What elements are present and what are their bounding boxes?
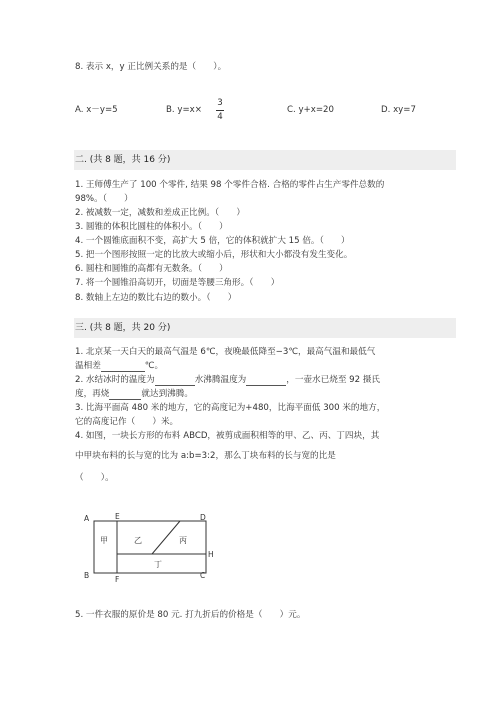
fraction-bar xyxy=(216,110,224,111)
point-h-label: H xyxy=(208,550,214,559)
answer-blank[interactable] xyxy=(109,389,141,400)
s3-q2-line1 xyxy=(75,374,380,386)
region-yi-label: 乙 xyxy=(134,536,142,545)
s2-item-6: 6. 圆柱和圆锥的高都有无数条。（ ） xyxy=(75,264,228,274)
s3-q1-line1: 1. 北京某一天白天的最高气温是 6℃，夜晚最低降至−3℃，最高气温和最低气 xyxy=(75,347,376,357)
s2-item-1-cont: 98%。（ ） xyxy=(75,194,133,204)
s3-q2-text-c: ，一壶水已烧至 92 摄氏 xyxy=(286,375,381,385)
s2-item-5: 5. 把一个图形按照一定的比放大或缩小后，形状和大小都没有发生变化。 xyxy=(75,250,353,260)
s3-q2-line2 xyxy=(75,388,193,400)
region-bing-label: 丙 xyxy=(179,536,187,545)
point-d-label: D xyxy=(200,513,206,522)
q8-option-c[interactable]: C. y+x=20 xyxy=(287,105,334,115)
answer-blank[interactable] xyxy=(101,361,145,372)
point-a-label: A xyxy=(84,514,90,523)
q8-option-a[interactable]: A. x－y=5 xyxy=(75,105,118,115)
s2-item-8: 8. 数轴上左边的数比右边的数小。（ ） xyxy=(75,293,237,303)
point-e-label: E xyxy=(115,512,120,521)
s2-item-7: 7. 将一个圆锥沿高切开，切面是等腰三角形。（ ） xyxy=(75,278,280,288)
s3-q4-line3: （ ）。 xyxy=(75,473,114,483)
q8-stem: 8. 表示 x，y 正比例关系的是（ ）。 xyxy=(75,62,227,72)
s2-item-1: 1. 王师傅生产了 100 个零件, 结果 98 个零件合格. 合格的零件占生产零件总数的 xyxy=(75,180,385,190)
s3-q3-line2: 它的高度记作（ ）米。 xyxy=(75,417,179,427)
point-c-label: C xyxy=(200,571,206,580)
s3-q2-text-a: 2. 水结冰时的温度为 xyxy=(75,375,155,385)
point-b-label: B xyxy=(84,571,90,580)
s3-q1-text-a: 温相差 xyxy=(75,361,101,371)
point-f-label: F xyxy=(115,575,120,584)
s2-item-2: 2. 被减数一定，减数和差成正比例。（ ） xyxy=(75,208,245,218)
rectangle-abcd xyxy=(94,521,206,573)
answer-blank[interactable] xyxy=(246,375,286,386)
fraction-denominator: 4 xyxy=(217,112,223,122)
region-jia-label: 甲 xyxy=(100,536,108,545)
s3-q1-text-b: ℃。 xyxy=(144,361,164,371)
s3-q4-line1: 4. 如图，一块长方形的布料 ABCD，被剪成面积相等的甲、乙、丙、丁四块，其 xyxy=(75,431,380,441)
s3-q2-text-e: 就达到沸腾。 xyxy=(141,389,193,399)
q8-option-b-prefix: B. y=x× xyxy=(166,105,202,115)
section-3-title: 三. (共 8 题，共 20 分) xyxy=(75,323,171,333)
s3-q5: 5. 一件衣服的原价是 80 元. 打九折后的价格是（ ）元。 xyxy=(75,610,306,620)
rectangle-figure xyxy=(82,511,222,591)
s2-item-4: 4. 一个圆锥底面积不变，高扩大 5 倍，它的体积就扩大 15 倍。（ ） xyxy=(75,236,350,246)
region-ding-label: 丁 xyxy=(154,560,162,569)
q8-option-d[interactable]: D. xy=7 xyxy=(381,105,416,115)
s3-q3-line1: 3. 比海平面高 480 米的地方，它的高度记为+480，比海平面低 300 米的地方， xyxy=(75,403,386,413)
s3-q4-line2: 中甲块布料的长与宽的比为 a:b=3:2，那么丁块布料的长与宽的比是 xyxy=(75,451,336,461)
section-2-title: 二. (共 8 题，共 16 分) xyxy=(75,155,171,165)
s2-item-3: 3. 圆锥的体积比圆柱的体积小。（ ） xyxy=(75,222,228,232)
s3-q1-line2 xyxy=(75,360,163,372)
q8-option-b[interactable] xyxy=(166,104,202,116)
diagonal-line xyxy=(152,521,180,554)
s3-q2-text-b: 水沸腾温度为 xyxy=(194,375,247,385)
answer-blank[interactable] xyxy=(155,375,195,386)
s3-q2-text-d: 度，再烧 xyxy=(75,389,110,399)
fraction-numerator: 3 xyxy=(217,98,223,108)
